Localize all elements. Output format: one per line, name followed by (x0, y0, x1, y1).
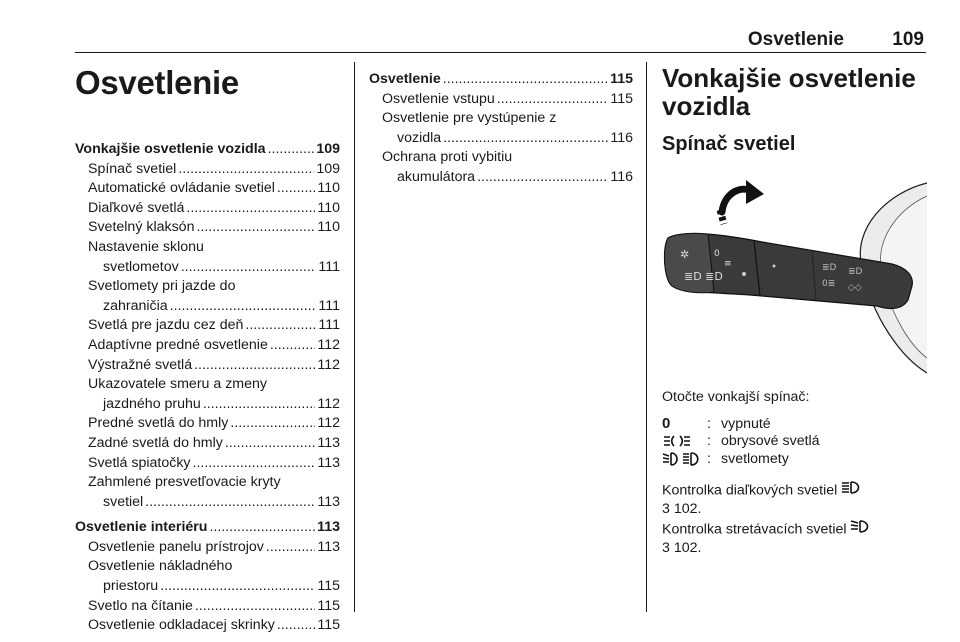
legend-label-parking: obrysové svetlá (721, 433, 820, 449)
legend-row-headlight: : svetlomety (662, 451, 789, 467)
toc-entry-title: Adaptívne predné osvetlenie (88, 336, 268, 353)
toc-column-1 (75, 140, 340, 636)
legend-row-parking: : obrysové svetlá (662, 433, 820, 449)
toc-entry-title: Svetlo na čítanie (88, 597, 193, 614)
toc-entry-title: Osvetlenie panelu prístrojov (88, 538, 264, 555)
toc-leader-dots (178, 160, 314, 180)
column-divider-right (646, 62, 647, 612)
legend-row-off: 0 : vypnuté (662, 415, 771, 432)
toc-column-2 (369, 70, 633, 188)
svg-text:≣D: ≣D (822, 263, 837, 273)
svg-text:0: 0 (714, 249, 720, 259)
toc-entry-title: Diaľkové svetlá (88, 199, 185, 216)
toc-leader-dots (225, 434, 316, 454)
toc-entry[interactable] (75, 597, 340, 617)
legend-label-off: vypnuté (721, 415, 771, 432)
toc-page-number: 113 (317, 519, 340, 536)
svg-text:≣D ≣D: ≣D ≣D (684, 270, 723, 283)
toc-entry[interactable] (75, 395, 340, 415)
toc-leader-dots (196, 218, 315, 238)
toc-entry-title: Nastavenie sklonu (88, 238, 204, 255)
toc-leader-dots (209, 518, 315, 538)
toc-entry[interactable] (75, 336, 340, 356)
toc-entry[interactable] (75, 160, 340, 180)
toc-entry-line (369, 109, 633, 129)
toc-leader-dots (270, 336, 316, 356)
toc-leader-dots (477, 168, 608, 188)
toc-page-number: 115 (317, 617, 340, 634)
toc-leader-dots (195, 597, 315, 617)
toc-entry[interactable] (75, 179, 340, 199)
toc-entry-title: Osvetlenie (369, 71, 441, 87)
toc-entry-title: akumulátora (397, 168, 476, 185)
toc-entry[interactable] (369, 129, 633, 149)
toc-entry-line (75, 277, 340, 297)
note-low-beam-text: Kontrolka stretávacích svetiel (662, 521, 847, 538)
instruction-text: Otočte vonkajší spínač: (662, 389, 810, 405)
toc-entry-title: Svetelný klaksón (88, 219, 195, 236)
off-symbol: 0 (662, 415, 671, 432)
note-high-beam-ref[interactable]: 3 102. (662, 501, 702, 518)
toc-leader-dots (170, 297, 317, 317)
toc-leader-dots (203, 395, 316, 415)
toc-entry[interactable] (369, 168, 633, 188)
svg-text:◇◇: ◇◇ (848, 283, 862, 293)
toc-page-number: 109 (316, 141, 340, 157)
toc-page-number: 109 (316, 160, 340, 177)
toc-page-number: 111 (318, 258, 340, 275)
toc-page-number: 116 (610, 129, 633, 146)
section-subtitle: Spínač svetiel (662, 133, 796, 155)
toc-entry-title: priestoru (103, 578, 159, 595)
section-title: Vonkajšie osvetlenie vozidla (662, 63, 916, 121)
svg-text:≣D: ≣D (848, 267, 863, 277)
toc-leader-dots (181, 258, 317, 278)
toc-entry[interactable] (369, 90, 633, 110)
toc-leader-dots (277, 179, 315, 199)
toc-leader-dots (266, 538, 316, 558)
toc-entry-title: Zadné svetlá do hmly (88, 434, 223, 451)
toc-entry[interactable] (75, 616, 340, 636)
toc-page-number: 112 (317, 415, 340, 432)
toc-leader-dots (443, 129, 608, 149)
toc-entry-line (75, 473, 340, 493)
note-high-beam (662, 481, 927, 519)
toc-entry[interactable] (75, 434, 340, 454)
toc-page-number: 111 (318, 297, 340, 314)
page-header (75, 26, 926, 53)
toc-page-number: 112 (317, 336, 340, 353)
header-section-title: Osvetlenie (747, 29, 844, 50)
toc-entry-title: Osvetlenie pre vystúpenie z (382, 110, 557, 127)
toc-leader-dots (230, 414, 315, 434)
toc-entry-title: Ukazovatele smeru a zmeny (88, 376, 267, 393)
toc-leader-dots (245, 316, 316, 336)
chapter-title: Osvetlenie (75, 64, 239, 101)
column-divider-left (354, 62, 355, 612)
low-beam-icon (850, 520, 872, 539)
note-high-beam-text: Kontrolka diaľkových svetiel (662, 482, 838, 499)
toc-entry-title: Ochrana proti vybitiu (382, 149, 513, 166)
toc-entry-title: Predné svetlá do hmly (88, 415, 229, 432)
toc-leader-dots (443, 70, 608, 90)
toc-page-number: 115 (610, 90, 633, 107)
svg-text:0≣: 0≣ (822, 279, 836, 289)
headlight-icon (662, 452, 707, 466)
toc-entry-title: Výstražné svetlá (88, 356, 193, 373)
toc-page-number: 115 (317, 578, 340, 595)
toc-page-number: 115 (317, 597, 340, 614)
toc-page-number: 115 (610, 71, 633, 87)
toc-entry[interactable] (75, 199, 340, 219)
toc-leader-dots (497, 90, 609, 110)
toc-entry[interactable] (75, 258, 340, 278)
parking-light-icon (662, 434, 707, 448)
note-low-beam-ref[interactable]: 3 102. (662, 540, 702, 557)
toc-entry-title: Svetlá spiatočky (88, 454, 191, 471)
toc-entry-title: Osvetlenie interiéru (75, 519, 208, 536)
legend-label-headlight: svetlomety (721, 451, 789, 467)
toc-leader-dots (160, 577, 315, 597)
toc-leader-dots (186, 199, 315, 219)
toc-entry-title: Automatické ovládanie svetiel (88, 180, 275, 197)
toc-entry[interactable] (75, 577, 340, 597)
toc-leader-dots (145, 493, 315, 513)
toc-entry[interactable] (75, 493, 340, 513)
toc-entry-line (75, 557, 340, 577)
toc-entry[interactable] (75, 297, 340, 317)
toc-entry-title: svetlometov (103, 258, 179, 275)
toc-entry-title: zahraničia (103, 297, 168, 314)
toc-entry-title: Svetlomety pri jazde do (88, 278, 236, 295)
toc-entry[interactable] (75, 518, 340, 538)
toc-leader-dots (277, 616, 315, 636)
toc-entry-title: Osvetlenie nákladného (88, 558, 233, 575)
toc-entry-line (369, 148, 633, 168)
toc-leader-dots (268, 140, 315, 160)
svg-text:≡: ≡ (724, 259, 732, 269)
toc-entry-title: svetiel (103, 493, 144, 510)
toc-entry-line (75, 238, 340, 258)
note-low-beam (662, 520, 927, 558)
toc-entry-title: Osvetlenie odkladacej skrinky (88, 617, 275, 634)
toc-page-number: 113 (317, 538, 340, 555)
toc-entry-title: Spínač svetiel (88, 160, 177, 177)
toc-entry-title: Osvetlenie vstupu (382, 90, 495, 107)
toc-entry[interactable] (75, 356, 340, 376)
toc-page-number: 110 (317, 219, 340, 236)
toc-entry[interactable] (75, 454, 340, 474)
light-switch-illustration (662, 168, 927, 376)
toc-entry-title: vozidla (397, 129, 442, 146)
toc-entry[interactable] (75, 140, 340, 160)
toc-page-number: 113 (317, 493, 340, 510)
toc-page-number: 111 (318, 317, 340, 334)
toc-entry[interactable] (75, 218, 340, 238)
toc-page-number: 110 (317, 199, 340, 216)
toc-entry-title: Vonkajšie osvetlenie vozidla (75, 141, 266, 157)
toc-page-number: 113 (317, 454, 340, 471)
page-number: 109 (892, 29, 924, 50)
toc-entry[interactable] (75, 316, 340, 336)
toc-page-number: 112 (317, 356, 340, 373)
toc-page-number: 116 (610, 168, 633, 185)
toc-entry[interactable] (75, 414, 340, 434)
svg-text:✲: ✲ (680, 248, 690, 261)
toc-entry[interactable] (75, 538, 340, 558)
toc-entry[interactable] (369, 70, 633, 90)
toc-entry-title: Svetlá pre jazdu cez deň (88, 317, 244, 334)
toc-entry-line (75, 375, 340, 395)
toc-page-number: 110 (317, 180, 340, 197)
toc-page-number: 113 (317, 434, 340, 451)
high-beam-icon (841, 481, 863, 500)
toc-page-number: 112 (317, 395, 340, 412)
toc-leader-dots (193, 454, 316, 474)
toc-leader-dots (194, 356, 315, 376)
toc-entry-title: Zahmlené presvetľovacie kryty (88, 474, 281, 491)
toc-entry-title: jazdného pruhu (103, 395, 201, 412)
